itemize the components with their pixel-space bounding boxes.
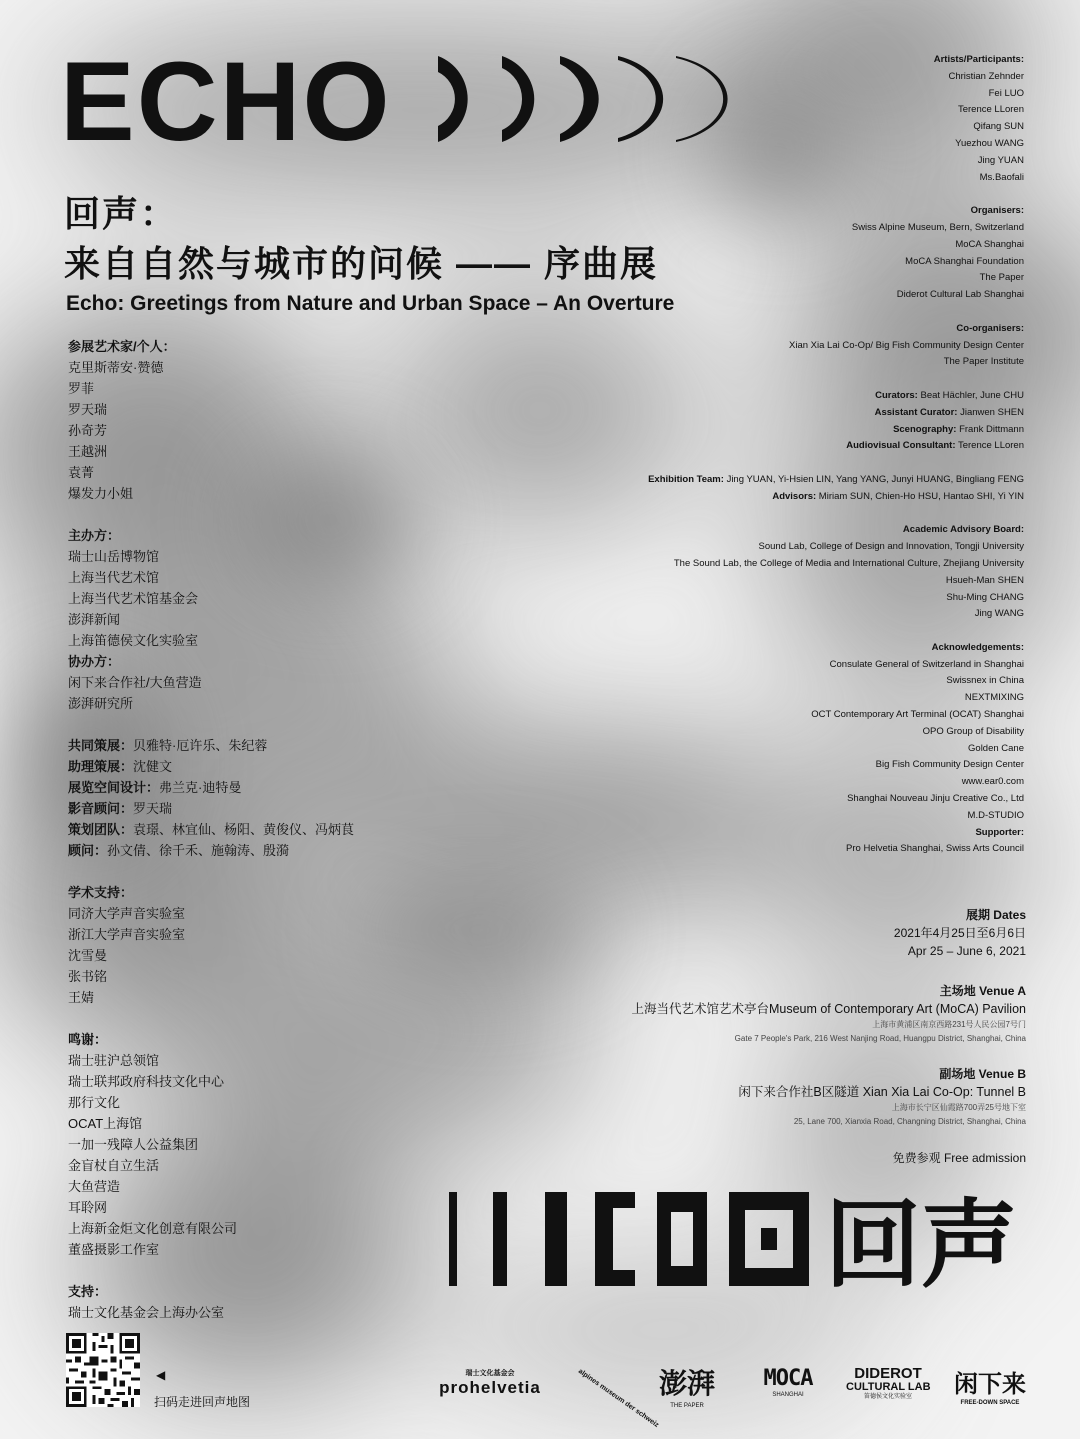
list-item: The Paper bbox=[979, 272, 1024, 284]
list-item: 瑞士驻沪总领馆 bbox=[68, 1053, 160, 1068]
ack-en-block bbox=[464, 640, 1024, 825]
credits-en bbox=[464, 52, 1024, 875]
team-cn-value: 贝雅特·厄许乐、朱纪蓉 bbox=[133, 738, 268, 753]
list-item: Swissnex in China bbox=[946, 675, 1024, 687]
list-item: Christian Zehnder bbox=[948, 70, 1024, 82]
list-item: OCAT上海馆 bbox=[68, 1116, 143, 1131]
title-en: Echo: Greetings from Nature and Urban Space – An Overture bbox=[66, 292, 675, 315]
echo-bar-2 bbox=[493, 1192, 507, 1286]
alpine-museum-logo bbox=[570, 1362, 660, 1429]
echo-bracket-2 bbox=[657, 1192, 707, 1286]
free-admission: 免费参观 Free admission bbox=[892, 1151, 1026, 1165]
list-item: 同济大学声音实验室 bbox=[68, 906, 186, 921]
title-cn-line2: 来自自然与城市的问候 —— 序曲展 bbox=[64, 243, 659, 284]
list-item: OPO Group of Disability bbox=[922, 725, 1024, 737]
echo-logo-text: ECHO bbox=[60, 39, 392, 164]
dates-cn: 2021年4月25日至6月6日 bbox=[893, 926, 1026, 940]
curator-value: Terence LLoren bbox=[957, 440, 1024, 452]
team-cn-row bbox=[68, 819, 448, 840]
list-item: M.D-STUDIO bbox=[967, 809, 1024, 821]
prohelvetia-logo-cn: 瑞士文化基金会 bbox=[465, 1370, 515, 1377]
list-item: 克里斯蒂安·赞德 bbox=[68, 360, 164, 375]
team-cn-label: 策划团队： bbox=[68, 822, 134, 837]
organisers-cn-block bbox=[68, 525, 448, 651]
list-item: Golden Cane bbox=[968, 742, 1024, 754]
list-item: The Paper Institute bbox=[943, 356, 1024, 368]
team-cn-row bbox=[68, 735, 448, 756]
venue-a-heading: 主场地 Venue A bbox=[939, 984, 1026, 998]
list-item: 上海当代艺术馆 bbox=[68, 570, 160, 585]
venue-b-address-cn: 上海市长宁区仙霞路700弄25号地下室 bbox=[891, 1103, 1026, 1112]
list-item: Big Fish Community Design Center bbox=[875, 759, 1024, 771]
list-item: Swiss Alpine Museum, Bern, Switzerland bbox=[851, 221, 1024, 233]
arrow-left-icon: ◀ bbox=[156, 1368, 166, 1382]
list-item: Jing WANG bbox=[974, 608, 1024, 620]
curator-label: Assistant Curator: bbox=[874, 406, 958, 418]
organisers-en-heading: Organisers: bbox=[970, 205, 1024, 217]
list-item: OCT Contemporary Art Terminal (OCAT) Shanghai bbox=[811, 709, 1024, 721]
credits-cn bbox=[68, 336, 448, 1323]
team-en-block bbox=[464, 472, 1024, 506]
team-en-row bbox=[464, 472, 1024, 489]
echo-bracket-1 bbox=[595, 1192, 635, 1286]
xianxialai-logo-sub: FREE-DOWN SPACE bbox=[960, 1400, 1020, 1406]
supporter-cn-heading: 支持： bbox=[68, 1284, 108, 1299]
echo-bracket-3 bbox=[729, 1192, 809, 1286]
list-item: 耳聆网 bbox=[68, 1200, 108, 1215]
list-item: www.ear0.com bbox=[961, 776, 1024, 788]
curator-label: Scenography: bbox=[893, 423, 957, 435]
title-cn-line1: 回声： bbox=[64, 193, 179, 234]
diderot-logo-line2: CULTURAL LAB bbox=[846, 1381, 931, 1393]
thanks-cn-heading: 鸣谢： bbox=[68, 1032, 108, 1047]
organisers-en-block bbox=[464, 203, 1024, 304]
diderot-logo bbox=[846, 1366, 930, 1401]
list-item: Hsueh-Man SHEN bbox=[945, 574, 1024, 586]
list-item: 澎湃新闻 bbox=[68, 612, 121, 627]
list-item: Terence LLoren bbox=[957, 104, 1024, 116]
list-item: 张书铭 bbox=[68, 969, 108, 984]
academic-en-block bbox=[464, 522, 1024, 623]
venue-a-address-en: Gate 7 People's Park, 216 West Nanjing Road, Huangpu District, Shanghai, China bbox=[734, 1034, 1026, 1043]
list-item: 孙奇芳 bbox=[68, 423, 108, 438]
dates-block bbox=[526, 906, 1026, 960]
echo-bar-1 bbox=[449, 1192, 457, 1286]
dates-heading: 展期 Dates bbox=[965, 908, 1026, 922]
venue-b-name: 闲下来合作社B区隧道 Xian Xia Lai Co-Op: Tunnel B bbox=[738, 1085, 1026, 1099]
list-item: NEXTMIXING bbox=[964, 692, 1024, 704]
venue-a-address-cn: 上海市黄浦区南京西路231号人民公园7号门 bbox=[872, 1020, 1026, 1029]
curator-row bbox=[464, 422, 1024, 439]
team-en-value: Jing YUAN, Yi-Hsien LIN, Yang YANG, Junyi HUANG, Bingliang FENG bbox=[726, 473, 1024, 485]
venue-a-name: 上海当代艺术馆艺术亭台Museum of Contemporary Art (MoCA) Pavilion bbox=[631, 1002, 1026, 1016]
moca-logo-text: MOCA bbox=[763, 1366, 813, 1391]
coorganisers-cn-block bbox=[68, 651, 448, 714]
partner-logos bbox=[430, 1362, 1040, 1429]
echo-bar-3 bbox=[545, 1192, 567, 1286]
team-cn-value: 罗天瑞 bbox=[133, 801, 173, 816]
venue-b-address-en: 25, Lane 700, Xianxia Road, Changning District, Shanghai, China bbox=[793, 1117, 1026, 1126]
curator-value: Beat Hächler, June CHU bbox=[920, 389, 1024, 401]
coorganisers-en-block bbox=[464, 321, 1024, 371]
coorganisers-cn-heading: 协办方： bbox=[68, 654, 121, 669]
list-item: Ms.Baofali bbox=[979, 171, 1024, 183]
team-cn-label: 展览空间设计： bbox=[68, 780, 160, 795]
venue-b-block bbox=[506, 1065, 1026, 1129]
curator-value: Jianwen SHEN bbox=[960, 406, 1024, 418]
academic-cn-heading: 学术支持： bbox=[68, 885, 134, 900]
moca-logo-sub: SHANGHAI bbox=[772, 1392, 804, 1398]
list-item: 上海当代艺术馆基金会 bbox=[68, 591, 199, 606]
supporter-en-heading: Supporter: bbox=[975, 826, 1024, 838]
academic-cn-block bbox=[68, 882, 448, 1008]
list-item: Fei LUO bbox=[988, 87, 1024, 99]
qr-caption: 扫码走进回声地图 bbox=[154, 1395, 251, 1409]
artists-cn-block bbox=[68, 336, 448, 504]
thanks-cn-block bbox=[68, 1029, 448, 1260]
list-item: Shanghai Nouveau Jinju Creative Co., Ltd bbox=[847, 793, 1024, 805]
list-item: Jing YUAN bbox=[977, 154, 1024, 166]
artists-en-block bbox=[464, 52, 1024, 186]
team-en-label: Advisors: bbox=[772, 490, 817, 502]
curator-row bbox=[464, 438, 1024, 455]
team-cn-row bbox=[68, 798, 448, 819]
list-item: Diderot Cultural Lab Shanghai bbox=[896, 289, 1024, 301]
list-item: 一加一残障人公益集团 bbox=[68, 1137, 199, 1152]
dates-en: Apr 25 – June 6, 2021 bbox=[907, 944, 1026, 958]
team-cn-value: 孙文倩、徐千禾、施翰涛、殷漪 bbox=[107, 843, 290, 858]
echo-mark-text: 回声 bbox=[825, 1189, 1017, 1301]
curators-en-block bbox=[464, 388, 1024, 455]
qr-code[interactable] bbox=[66, 1333, 140, 1407]
thepaper-logo-sub: THE PAPER bbox=[670, 1403, 704, 1409]
list-item: 上海笛德侯文化实验室 bbox=[68, 633, 199, 648]
xianxialai-logo-text: 闲下来 bbox=[954, 1370, 1026, 1398]
list-item: Consulate General of Switzerland in Shanghai bbox=[829, 658, 1024, 670]
team-cn-label: 影音顾问： bbox=[68, 801, 134, 816]
team-cn-label: 顾问： bbox=[68, 843, 108, 858]
list-item: MoCA Shanghai Foundation bbox=[905, 255, 1024, 267]
list-item: 沈雪曼 bbox=[68, 948, 108, 963]
list-item: The Sound Lab, the College of Media and International Culture, Zhejiang University bbox=[673, 557, 1024, 569]
thepaper-logo bbox=[652, 1362, 722, 1410]
supporter-en-block bbox=[464, 825, 1024, 859]
list-item: 金盲杖自立生活 bbox=[68, 1158, 160, 1173]
list-item: 爆发力小姐 bbox=[68, 486, 134, 501]
diderot-logo-sub: 笛德侯文化实验室 bbox=[863, 1394, 912, 1400]
diderot-logo-line1: DIDEROT bbox=[854, 1365, 922, 1382]
alpine-museum-mark bbox=[570, 1362, 660, 1429]
team-cn-value: 弗兰克·迪特曼 bbox=[159, 780, 242, 795]
organisers-cn-heading: 主办方： bbox=[68, 528, 121, 543]
list-item: 董盛摄影工作室 bbox=[68, 1242, 160, 1257]
list-item: Shu-Ming CHANG bbox=[946, 591, 1024, 603]
list-item: 袁菁 bbox=[68, 465, 95, 480]
list-item: Qifang SUN bbox=[973, 121, 1024, 133]
supporter-cn-block bbox=[68, 1281, 448, 1323]
list-item: MoCA Shanghai bbox=[955, 238, 1024, 250]
list-item: 那行文化 bbox=[68, 1095, 121, 1110]
venue-a-block bbox=[506, 982, 1026, 1046]
moca-logo bbox=[752, 1366, 824, 1399]
prohelvetia-logo bbox=[430, 1368, 550, 1398]
team-cn-value: 沈健文 bbox=[133, 759, 173, 774]
team-cn-label: 共同策展： bbox=[68, 738, 134, 753]
team-cn-label: 助理策展： bbox=[68, 759, 134, 774]
team-cn-row bbox=[68, 777, 448, 798]
team-cn-row bbox=[68, 840, 448, 861]
team-en-value: Miriam SUN, Chien-Ho HSU, Hantao SHI, Yi YIN bbox=[818, 490, 1024, 502]
prohelvetia-logo-text: prohelvetia bbox=[439, 1378, 541, 1397]
curator-row bbox=[464, 405, 1024, 422]
team-cn-row bbox=[68, 756, 448, 777]
list-item: 王越洲 bbox=[68, 444, 108, 459]
team-en-row bbox=[464, 489, 1024, 506]
echo-mark-logo bbox=[445, 1189, 1030, 1301]
list-item: 大鱼营造 bbox=[68, 1179, 121, 1194]
list-item: 瑞士联邦政府科技文化中心 bbox=[68, 1074, 225, 1089]
team-cn-value: 袁璟、林宜仙、杨阳、黄俊仪、冯炳茛 bbox=[133, 822, 355, 837]
list-item: 浙江大学声音实验室 bbox=[68, 927, 186, 942]
team-cn-block bbox=[68, 735, 448, 861]
curator-value: Frank Dittmann bbox=[959, 423, 1024, 435]
list-item: Sound Lab, College of Design and Innovation, Tongji University bbox=[758, 541, 1024, 553]
list-item: 罗菲 bbox=[68, 381, 95, 396]
list-item: 王婧 bbox=[68, 990, 95, 1005]
curator-row bbox=[464, 388, 1024, 405]
list-item: 罗天瑞 bbox=[68, 402, 108, 417]
list-item: Pro Helvetia Shanghai, Swiss Arts Council bbox=[846, 843, 1024, 855]
curator-label: Audiovisual Consultant: bbox=[846, 440, 956, 452]
list-item: 闲下来合作社/大鱼营造 bbox=[68, 675, 202, 690]
academic-en-heading: Academic Advisory Board: bbox=[902, 524, 1024, 536]
curator-label: Curators: bbox=[875, 389, 918, 401]
thepaper-logo-text: 澎湃 bbox=[658, 1367, 715, 1400]
list-item: Yuezhou WANG bbox=[955, 137, 1024, 149]
ack-en-heading: Acknowledgements: bbox=[931, 641, 1024, 653]
list-item: 上海新金炬文化创意有限公司 bbox=[68, 1221, 238, 1236]
list-item: Xian Xia Lai Co-Op/ Big Fish Community Design Center bbox=[789, 339, 1024, 351]
svg-text:alpines museum der schweiz: alpines museum der schweiz bbox=[576, 1367, 660, 1429]
list-item: 瑞士文化基金会上海办公室 bbox=[68, 1305, 225, 1320]
list-item: 澎湃研究所 bbox=[68, 696, 134, 711]
xianxialai-logo bbox=[948, 1364, 1032, 1407]
list-item: 瑞士山岳博物馆 bbox=[68, 549, 160, 564]
team-en-label: Exhibition Team: bbox=[648, 473, 724, 485]
artists-en-heading: Artists/Participants: bbox=[933, 54, 1024, 65]
artists-cn-heading: 参展艺术家/个人： bbox=[68, 339, 176, 354]
venue-b-heading: 副场地 Venue B bbox=[939, 1067, 1026, 1081]
coorganisers-en-heading: Co-organisers: bbox=[956, 322, 1024, 334]
